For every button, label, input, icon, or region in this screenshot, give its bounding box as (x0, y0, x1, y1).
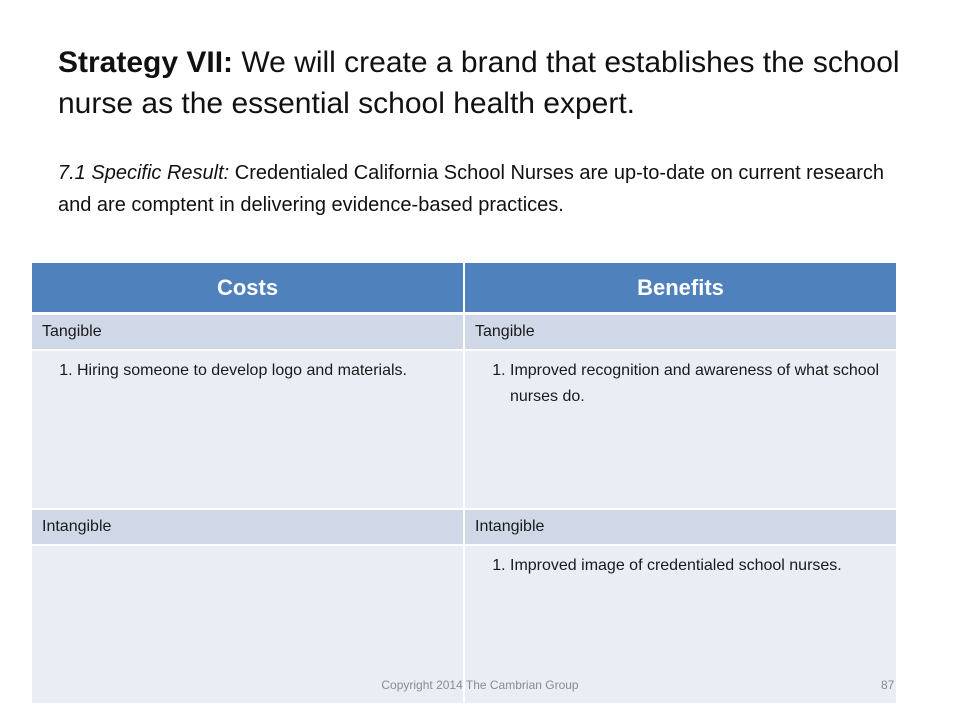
slide-subtitle (58, 157, 908, 221)
costs-benefits-table (32, 263, 896, 705)
slide-title (58, 42, 908, 124)
tangible-content-row (32, 350, 896, 509)
benefits-intangible-list (475, 553, 886, 579)
benefits-header: Benefits (464, 263, 896, 314)
subtitle-italic: 7.1 Specific Result: (58, 162, 230, 184)
copyright-footer: Copyright 2014 The Cambrian Group (381, 678, 579, 692)
costs-tangible-cell (32, 350, 464, 509)
subtitle-text: Credentialed California School Nurses are up-to-date on current research and are comptent in delivering evidence-based practices. (58, 162, 884, 216)
page-number: 87 (881, 678, 895, 692)
list-item: 1. Hiring someone to develop logo and materials. (77, 358, 453, 384)
slide-title-text: We will create a brand that establishes the school nurse as the essential school health expert. (58, 46, 900, 120)
costs-tangible-label: Tangible (32, 314, 464, 351)
costs-header: Costs (32, 263, 464, 314)
list-item: 1. Improved recognition and awareness of what school nurses do. (510, 358, 886, 410)
intangible-row (32, 509, 896, 545)
costs-tangible-list (42, 358, 453, 384)
benefits-tangible-list (475, 358, 886, 410)
benefits-tangible-label: Tangible (464, 314, 896, 351)
slide-title-bold: Strategy VII: (58, 46, 234, 79)
benefits-tangible-cell (464, 350, 896, 509)
costs-intangible-label: Intangible (32, 509, 464, 545)
header-row (32, 263, 896, 314)
list-item: 1. Improved image of credentialed school nurses. (510, 553, 886, 579)
tangible-row (32, 314, 896, 351)
benefits-intangible-label: Intangible (464, 509, 896, 545)
